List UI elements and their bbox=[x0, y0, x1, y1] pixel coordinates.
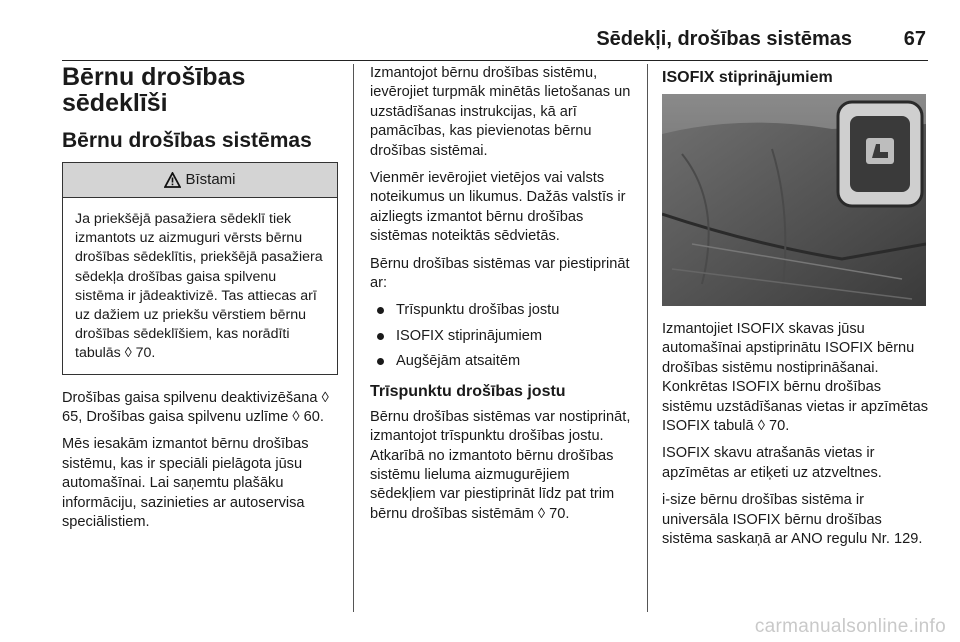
subheading: ISOFIX stiprinājumiem bbox=[662, 69, 833, 86]
warning-text: Ja priekšējā pasažiera sēdeklī tiek izmantots uz aizmuguri vērsts bērnu drošības sēdeklītis, priekšējā pasažiera sēdekļa drošības gaisa spilvenu sistēma ir jādeaktivizē. Tas attiecas arī uz dažiem uz priekšu vērstiem bērnu drošības sēdeklīšiem, kas norādīti tabulās ◊ 70. bbox=[75, 211, 323, 362]
chapter-title: Bērnu drošības sēdeklīši bbox=[62, 63, 246, 117]
page-header bbox=[62, 26, 928, 61]
bullet-list bbox=[370, 301, 638, 371]
bullet-item: Augšējām atsaitēm bbox=[370, 352, 638, 371]
column-1 bbox=[62, 60, 338, 540]
paragraph: i-size bērnu drošības sistēma ir universāla ISOFIX bērnu drošības sistēma saskaņā ar ANO regulu Nr. 129. bbox=[662, 492, 923, 548]
subheading: Trīspunktu drošības jostu bbox=[370, 382, 566, 400]
header-title: Sēdekļi, drošības sistēmas bbox=[596, 28, 852, 50]
section-title: Bērnu drošības sistēmas bbox=[62, 129, 312, 152]
bullet-item: ISOFIX stiprinājumiem bbox=[370, 327, 638, 346]
column-divider-1 bbox=[353, 64, 354, 612]
paragraph: Izmantojot bērnu drošības sistēmu, ievērojiet turpmāk minētās lietošanas un uzstādīšanas instrukcijas, kā arī pamācības, kas pievienotas bērnu drošības sistēmai. bbox=[370, 65, 631, 159]
column-3 bbox=[662, 64, 930, 557]
watermark: carmanualsonline.info bbox=[754, 616, 946, 637]
paragraph: Izmantojiet ISOFIX skavas jūsu automašīnai apstiprinātu ISOFIX bērnu drošības sistēmu nostiprināšanai. Konkrētas ISOFIX bērnu drošības sistēmu uzstādīšanas vietas ir apzīmētas ISOFIX tabulā ◊ 70. bbox=[662, 321, 929, 435]
column-2 bbox=[370, 64, 638, 532]
paragraph: Bērnu drošības sistēmas var piestiprināt ar: bbox=[370, 255, 630, 292]
paragraph: Bērnu drošības sistēmas var nostiprināt, izmantojot trīspunktu drošības jostu. Atkarībā no izmantoto bērnu drošības sistēmu lieluma aizmugurējiem sēdekļiem var piestiprināt līdz pat trim bērnu drošības sistēmām ◊ 70. bbox=[370, 408, 631, 522]
column-divider-2 bbox=[647, 64, 648, 612]
page-number: 67 bbox=[903, 28, 926, 50]
warning-header bbox=[63, 163, 337, 198]
warning-box bbox=[62, 162, 338, 375]
paragraph: Mēs iesakām izmantot bērnu drošības sistēmu, kas ir speciāli pielāgota jūsu automašīnai. Lai saņemtu plašāku informāciju, sazinieties ar autoservisa speciālistiem. bbox=[62, 436, 309, 531]
isofix-seat-photo bbox=[662, 94, 926, 306]
warning-label: Bīstami bbox=[185, 171, 236, 189]
warning-triangle-icon bbox=[164, 172, 181, 188]
paragraph: ISOFIX skavu atrašanās vietas ir apzīmētas ar etiķeti uz atzveltnes. bbox=[662, 445, 882, 481]
bullet-item: Trīspunktu drošības jostu bbox=[370, 301, 638, 320]
paragraph: Drošības gaisa spilvenu deaktivizēšana ◊ 65, Drošības gaisa spilvenu uzlīme ◊ 60. bbox=[62, 389, 329, 426]
paragraph: Vienmēr ievērojiet vietējos vai valsts noteikumus un likumus. Dažās valstīs ir aizliegts izmantot bērnu drošības sistēmas noteiktās sēdvietās. bbox=[370, 170, 626, 245]
